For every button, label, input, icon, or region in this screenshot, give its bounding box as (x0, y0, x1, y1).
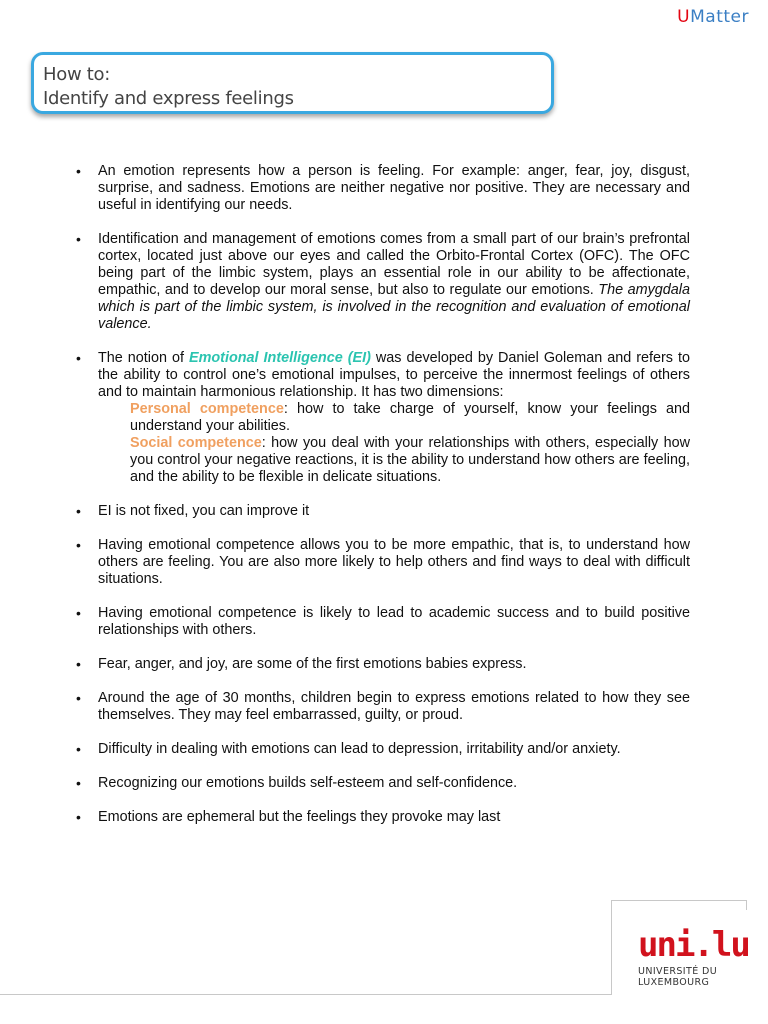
social-competence-text: : how you deal with your relationships with others, especially how you control your negative reactions, it is the ability to understand how others are feeling, and the ability to be flexible in delicate situations. (130, 435, 690, 485)
bullet-text: The notion of (98, 350, 189, 366)
personal-competence (98, 401, 690, 435)
footer-divider-top (611, 900, 746, 901)
bullet-text: Recognizing our emotions builds self-esteem and self-confidence. (98, 775, 518, 791)
list-item (76, 537, 690, 588)
list-item (76, 605, 690, 639)
footer-divider-right (746, 900, 747, 910)
list-item (76, 350, 690, 486)
list-item (76, 656, 690, 673)
list-item (76, 503, 690, 520)
personal-competence-text: : how to take charge of yourself, know your feelings and understand your abilities. (130, 401, 690, 434)
title-line-1: How to: (43, 64, 111, 85)
bullet-list (76, 163, 690, 826)
social-competence (98, 435, 690, 486)
bullet-italic-text: The amygdala which is part of the limbic system, is involved in the recognition and evaluation of emotional valence. (98, 282, 690, 332)
brand-matter: Matter (690, 7, 749, 27)
footer-divider (0, 994, 611, 995)
list-item (76, 809, 690, 826)
bullet-text: was developed by Daniel Goleman and refers to the ability to control one’s emotional impulses, to perceive the innermost feelings of others and to maintain harmonious relationship. It has two dimensions: (98, 350, 690, 400)
title-line-2: Identify and express feelings (43, 88, 294, 109)
social-competence-label: Social competence (130, 435, 262, 451)
ei-highlight: Emotional Intelligence (EI) (188, 350, 371, 366)
bullet-text: Fear, anger, and joy, are some of the first emotions babies express. (98, 656, 527, 672)
bullet-text: Identification and management of emotions comes from a small part of our brain’s prefrontal cortex, located just above our eyes and called the Orbito-Frontal Cortex (OFC). The OFC being part of the limbic system, plays an essential role in our ability to be affectionate, empathic, and to develop our moral sense, but also to regulate our emotions. (98, 231, 690, 298)
bullet-text: Emotions are ephemeral but the feelings they provoke may last (98, 809, 501, 825)
bullet-text: Having emotional competence allows you to be more empathic, that is, to understand how others are feeling. You are also more likely to help others and find ways to deal with difficult situations. (98, 537, 690, 587)
bullet-text: Difficulty in dealing with emotions can lead to depression, irritability and/or anxiety. (98, 741, 621, 757)
logo-line-2: LUXEMBOURG (638, 977, 710, 988)
footer-divider-vertical (611, 900, 612, 995)
list-item (76, 741, 690, 758)
unilu-logo-mark: uni.lu (638, 925, 749, 965)
brand-u: U (677, 7, 691, 27)
personal-competence-label: Personal competence (130, 401, 284, 417)
list-item (76, 690, 690, 724)
bullet-text: EI is not fixed, you can improve it (98, 503, 310, 519)
title-box (31, 52, 554, 114)
list-item (76, 775, 690, 792)
bullet-text: An emotion represents how a person is feeling. For example: anger, fear, joy, disgust, surprise, and sadness. Emotions are neither negative nor positive. They are necessary and useful in identifying our needs. (98, 163, 690, 213)
bullet-text: Having emotional competence is likely to lead to academic success and to build positive relationships with others. (98, 605, 690, 638)
university-logo (638, 925, 749, 988)
list-item (76, 163, 690, 214)
bullet-text: Around the age of 30 months, children begin to express emotions related to how they see themselves. They may feel embarrassed, guilty, or proud. (98, 690, 690, 723)
brand-logo (677, 7, 749, 27)
list-item (76, 231, 690, 333)
logo-line-1: UNIVERSITÉ DU (638, 966, 718, 977)
